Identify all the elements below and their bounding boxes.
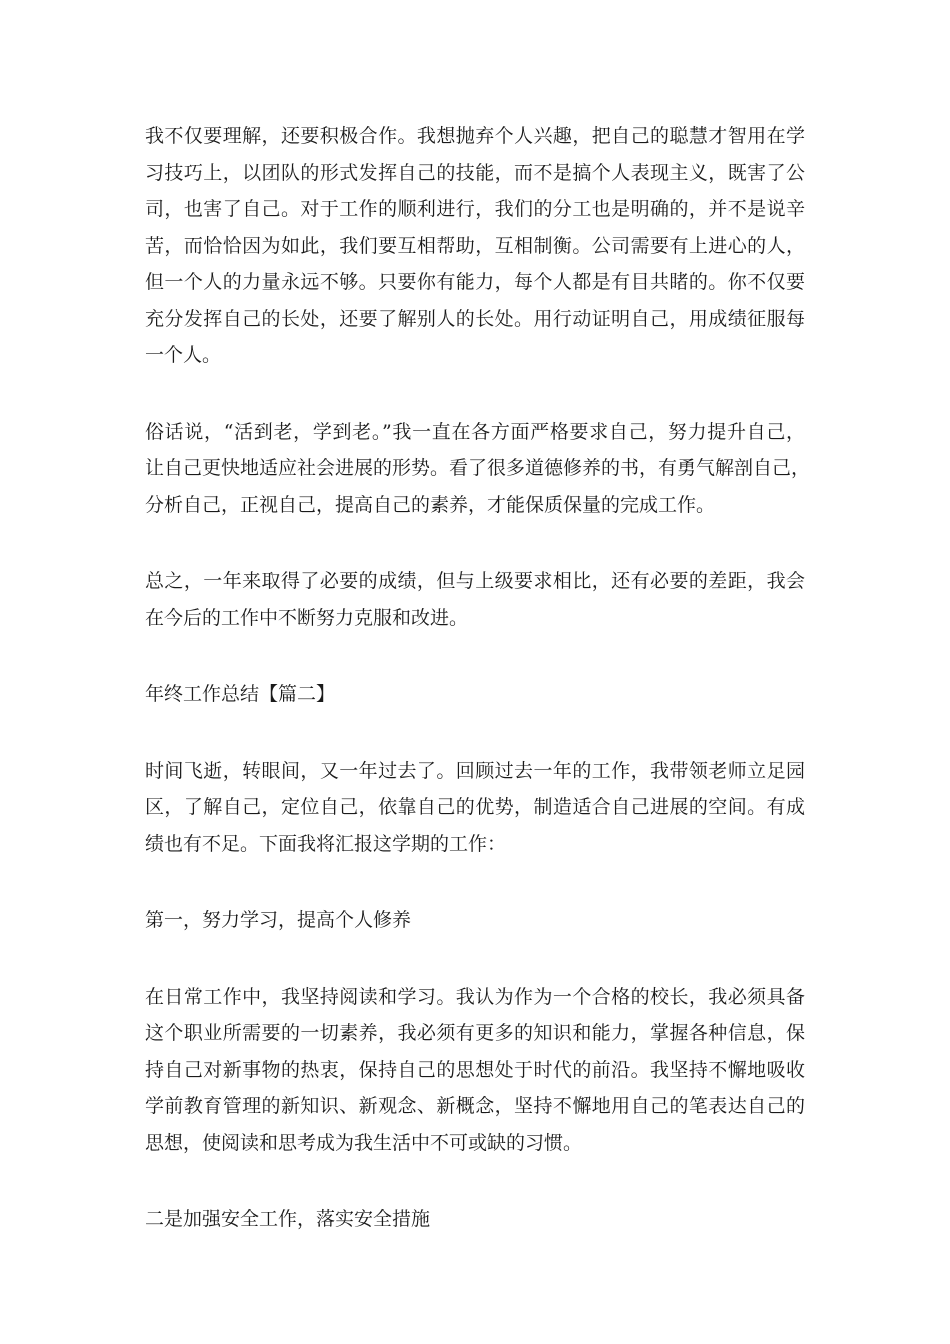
text-line: 学前教育管理的新知识、新观念、新概念，坚持不懈地用自己的笔表达自己的 xyxy=(145,1095,805,1117)
paragraph-intro xyxy=(145,753,805,863)
subheading-text: 第一，努力学习，提高个人修养 xyxy=(145,909,412,931)
text-line: 这个职业所需要的一切素养，我必须有更多的知识和能力，掌握各种信息，保 xyxy=(145,1022,805,1044)
text-line: 一个人。 xyxy=(145,344,222,366)
document-page xyxy=(145,118,811,1278)
subheading-first xyxy=(145,902,805,939)
subheading-second xyxy=(145,1201,805,1238)
text-line: 区，了解自己，定位自己，依靠自己的优势，制造适合自己进展的空间。有成 xyxy=(145,796,805,818)
text-line: 绩也有不足。下面我将汇报这学期的工作： xyxy=(145,832,507,855)
section-title xyxy=(145,676,805,713)
paragraph-cooperation xyxy=(145,118,805,374)
text-line: 司，也害了自己。对于工作的顺利进行，我们的分工也是明确的，并不是说辛 xyxy=(145,198,805,220)
text-line: 总之，一年来取得了必要的成绩，但与上级要求相比，还有必要的差距，我会 xyxy=(145,570,805,592)
text-line: 持自己对新事物的热衷，保持自己的思想处于时代的前沿。我坚持不懈地吸收 xyxy=(145,1058,805,1081)
text-line: 习技巧上，以团队的形式发挥自己的技能，而不是搞个人表现主义，既害了公 xyxy=(145,161,805,184)
text-line: 让自己更快地适应社会进展的形势。看了很多道德修养的书，有勇气解剖自己， xyxy=(145,457,811,479)
subheading-text: 二是加强安全工作，落实安全措施 xyxy=(145,1208,431,1230)
section-title-text: 年终工作总结【篇二】 xyxy=(145,683,336,705)
text-line: 在今后的工作中不断努力克服和改进。 xyxy=(145,606,469,629)
text-line: 在日常工作中，我坚持阅读和学习。我认为作为一个合格的校长，我必须具备 xyxy=(145,985,805,1008)
text-line: 思想，使阅读和思考成为我生活中不可或缺的习惯。 xyxy=(145,1131,583,1154)
paragraph-self-improvement xyxy=(145,414,811,524)
text-line: 我不仅要理解，还要积极合作。我想抛弃个人兴趣，把自己的聪慧才智用在学 xyxy=(145,125,805,147)
text-line: 俗话说，“活到老，学到老。”我一直在各方面严格要求自己，努力提升自己， xyxy=(145,420,805,443)
paragraph-conclusion xyxy=(145,563,805,636)
text-line: 时间飞逝，转眼间，又一年过去了。回顾过去一年的工作，我带领老师立足园 xyxy=(145,759,805,782)
text-line: 苦，而恰恰因为如此，我们要互相帮助，互相制衡。公司需要有上进心的人， xyxy=(145,234,805,257)
text-line: 充分发挥自己的长处，还要了解别人的长处。用行动证明自己，用成绩征服每 xyxy=(145,307,805,330)
paragraph-learning xyxy=(145,979,805,1162)
text-line: 分析自己，正视自己，提高自己的素养，才能保质保量的完成工作。 xyxy=(145,493,716,516)
text-line: 但一个人的力量永远不够。只要你有能力，每个人都是有目共睹的。你不仅要 xyxy=(145,271,805,293)
